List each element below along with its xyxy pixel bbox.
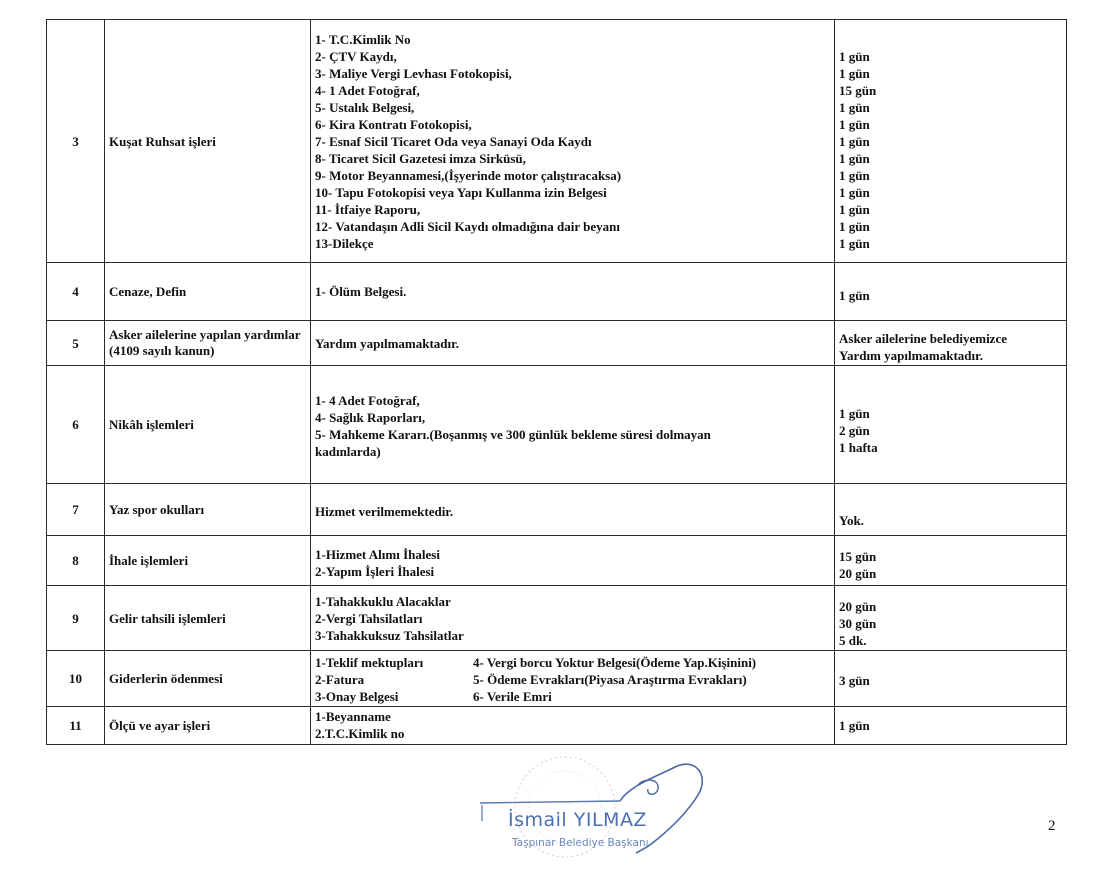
- service-name: Gelir tahsili işlemleri: [105, 586, 311, 651]
- duration-item: 1 gün: [839, 287, 870, 303]
- service-name: Asker ailelerine yapılan yardımlar (4109 sayılı kanun): [105, 321, 311, 366]
- processing-time: [835, 263, 1067, 321]
- document-item: 1- Ölüm Belgesi.: [315, 284, 407, 299]
- document-item: 5- Mahkeme Kararı.(Boşanmış ve 300 günlük bekleme süresi dolmayan: [315, 427, 711, 442]
- service-name: İhale işlemleri: [105, 536, 311, 586]
- document-item: Yardım yapılmamaktadır.: [315, 336, 459, 351]
- duration-item: Yok.: [839, 513, 864, 528]
- signature-name: İsmail YILMAZ: [508, 809, 647, 831]
- document-item: kadınlarda): [315, 444, 381, 459]
- document-item: 5- Ustalık Belgesi,: [315, 99, 415, 115]
- required-documents: [311, 536, 835, 586]
- processing-time: [835, 484, 1067, 536]
- row-number: 7: [47, 484, 105, 536]
- duration-item: 1 gün: [839, 116, 870, 132]
- service-name: Cenaze, Defin: [105, 263, 311, 321]
- duration-item: 1 gün: [839, 99, 870, 115]
- row-number: 10: [47, 651, 105, 707]
- document-item: 6- Verile Emri: [473, 688, 552, 704]
- required-documents: [311, 707, 835, 745]
- duration-item: 15 gün: [839, 549, 877, 564]
- required-documents: [311, 651, 835, 707]
- table-row: [47, 707, 1067, 745]
- table-row: [47, 651, 1067, 707]
- required-documents: [311, 321, 835, 366]
- document-item: 3-Onay Belgesi: [315, 688, 399, 704]
- document-item: 2-Fatura: [315, 671, 365, 687]
- page-number: 2: [1048, 818, 1056, 834]
- duration-item: 1 gün: [839, 218, 870, 234]
- row-number: 8: [47, 536, 105, 586]
- document-item: 3- Maliye Vergi Levhası Fotokopisi,: [315, 65, 512, 81]
- duration-item: 1 gün: [839, 718, 870, 733]
- document-item: Hizmet verilmemektedir.: [315, 503, 454, 519]
- document-item: 11- İtfaiye Raporu,: [315, 201, 421, 217]
- document-item: 2-Vergi Tahsilatları: [315, 611, 423, 626]
- processing-time: [835, 536, 1067, 586]
- document-item: 3-Tahakkuksuz Tahsilatlar: [315, 628, 464, 643]
- required-documents: [311, 263, 835, 321]
- services-table: [46, 19, 1067, 745]
- duration-item: 1 gün: [839, 133, 870, 149]
- signature-block: [470, 745, 720, 865]
- duration-item: 1 gün: [839, 150, 870, 166]
- row-number: 3: [47, 20, 105, 263]
- document-item: 4- Vergi borcu Yoktur Belgesi(Ödeme Yap.Kişinini): [473, 654, 757, 670]
- document-item: 1-Hizmet Alımı İhalesi: [315, 547, 440, 562]
- document-item: 1- T.C.Kimlik No: [315, 31, 411, 47]
- document-item: 8- Ticaret Sicil Gazetesi imza Sirküsü,: [315, 150, 526, 166]
- duration-item: 1 gün: [839, 184, 870, 200]
- processing-time: [835, 586, 1067, 651]
- duration-item: 20 gün: [839, 599, 877, 614]
- processing-time: [835, 366, 1067, 484]
- duration-item: Asker ailelerine belediyemizce: [839, 330, 1007, 346]
- duration-item: 20 gün: [839, 566, 877, 581]
- table-row: [47, 20, 1067, 263]
- service-name: Giderlerin ödenmesi: [105, 651, 311, 707]
- service-name: Nikâh işlemleri: [105, 366, 311, 484]
- duration-item: 1 gün: [839, 48, 870, 64]
- document-item: 5- Ödeme Evrakları(Piyasa Araştırma Evrakları): [473, 671, 747, 687]
- table-row: [47, 321, 1067, 366]
- table-row: [47, 484, 1067, 536]
- row-number: 9: [47, 586, 105, 651]
- service-name: Kuşat Ruhsat işleri: [105, 20, 311, 263]
- duration-item: 1 gün: [839, 167, 870, 183]
- processing-time: [835, 707, 1067, 745]
- document-item: 1-Tahakkuklu Alacaklar: [315, 594, 451, 609]
- document-item: 2-Yapım İşleri İhalesi: [315, 564, 435, 579]
- table-row: [47, 366, 1067, 484]
- document-item: 4- 1 Adet Fotoğraf,: [315, 82, 420, 98]
- document-item: 13-Dilekçe: [315, 235, 374, 251]
- document-item: 1-Teklif mektupları: [315, 654, 424, 670]
- required-documents: [311, 20, 835, 263]
- document-item: 2.T.C.Kimlik no: [315, 726, 405, 741]
- service-name: Yaz spor okulları: [105, 484, 311, 536]
- document-item: 1- 4 Adet Fotoğraf,: [315, 393, 420, 408]
- table-row: [47, 536, 1067, 586]
- table-row: [47, 586, 1067, 651]
- duration-item: Yardım yapılmamaktadır.: [839, 347, 983, 363]
- duration-item: 3 gün: [839, 672, 870, 688]
- processing-time: [835, 651, 1067, 707]
- required-documents: [311, 366, 835, 484]
- document-item: 1-Beyanname: [315, 709, 391, 724]
- duration-item: 1 gün: [839, 201, 870, 217]
- document-item: 4- Sağlık Raporları,: [315, 410, 426, 425]
- processing-time: [835, 321, 1067, 366]
- document-item: 10- Tapu Fotokopisi veya Yapı Kullanma izin Belgesi: [315, 184, 607, 200]
- duration-item: 5 dk.: [839, 633, 867, 648]
- duration-item: 30 gün: [839, 616, 877, 631]
- table-row: [47, 263, 1067, 321]
- processing-time: [835, 20, 1067, 263]
- required-documents: [311, 586, 835, 651]
- document-item: 2- ÇTV Kaydı,: [315, 48, 397, 64]
- document-item: 6- Kira Kontratı Fotokopisi,: [315, 116, 472, 132]
- duration-item: 1 gün: [839, 405, 870, 421]
- service-name: Ölçü ve ayar işleri: [105, 707, 311, 745]
- required-documents: [311, 484, 835, 536]
- signature-title: Taşpınar Belediye Başkanı: [512, 837, 649, 849]
- row-number: 6: [47, 366, 105, 484]
- document-item: 9- Motor Beyannamesi,(İşyerinde motor çalıştıracaksa): [315, 167, 622, 183]
- duration-item: 1 gün: [839, 235, 870, 251]
- row-number: 11: [47, 707, 105, 745]
- duration-item: 1 gün: [839, 65, 870, 81]
- duration-item: 2 gün: [839, 422, 870, 438]
- duration-item: 15 gün: [839, 82, 877, 98]
- document-item: 7- Esnaf Sicil Ticaret Oda veya Sanayi Oda Kaydı: [315, 133, 592, 149]
- duration-item: 1 hafta: [839, 439, 878, 455]
- document-item: 12- Vatandaşın Adli Sicil Kaydı olmadığına dair beyanı: [315, 218, 620, 234]
- row-number: 4: [47, 263, 105, 321]
- row-number: 5: [47, 321, 105, 366]
